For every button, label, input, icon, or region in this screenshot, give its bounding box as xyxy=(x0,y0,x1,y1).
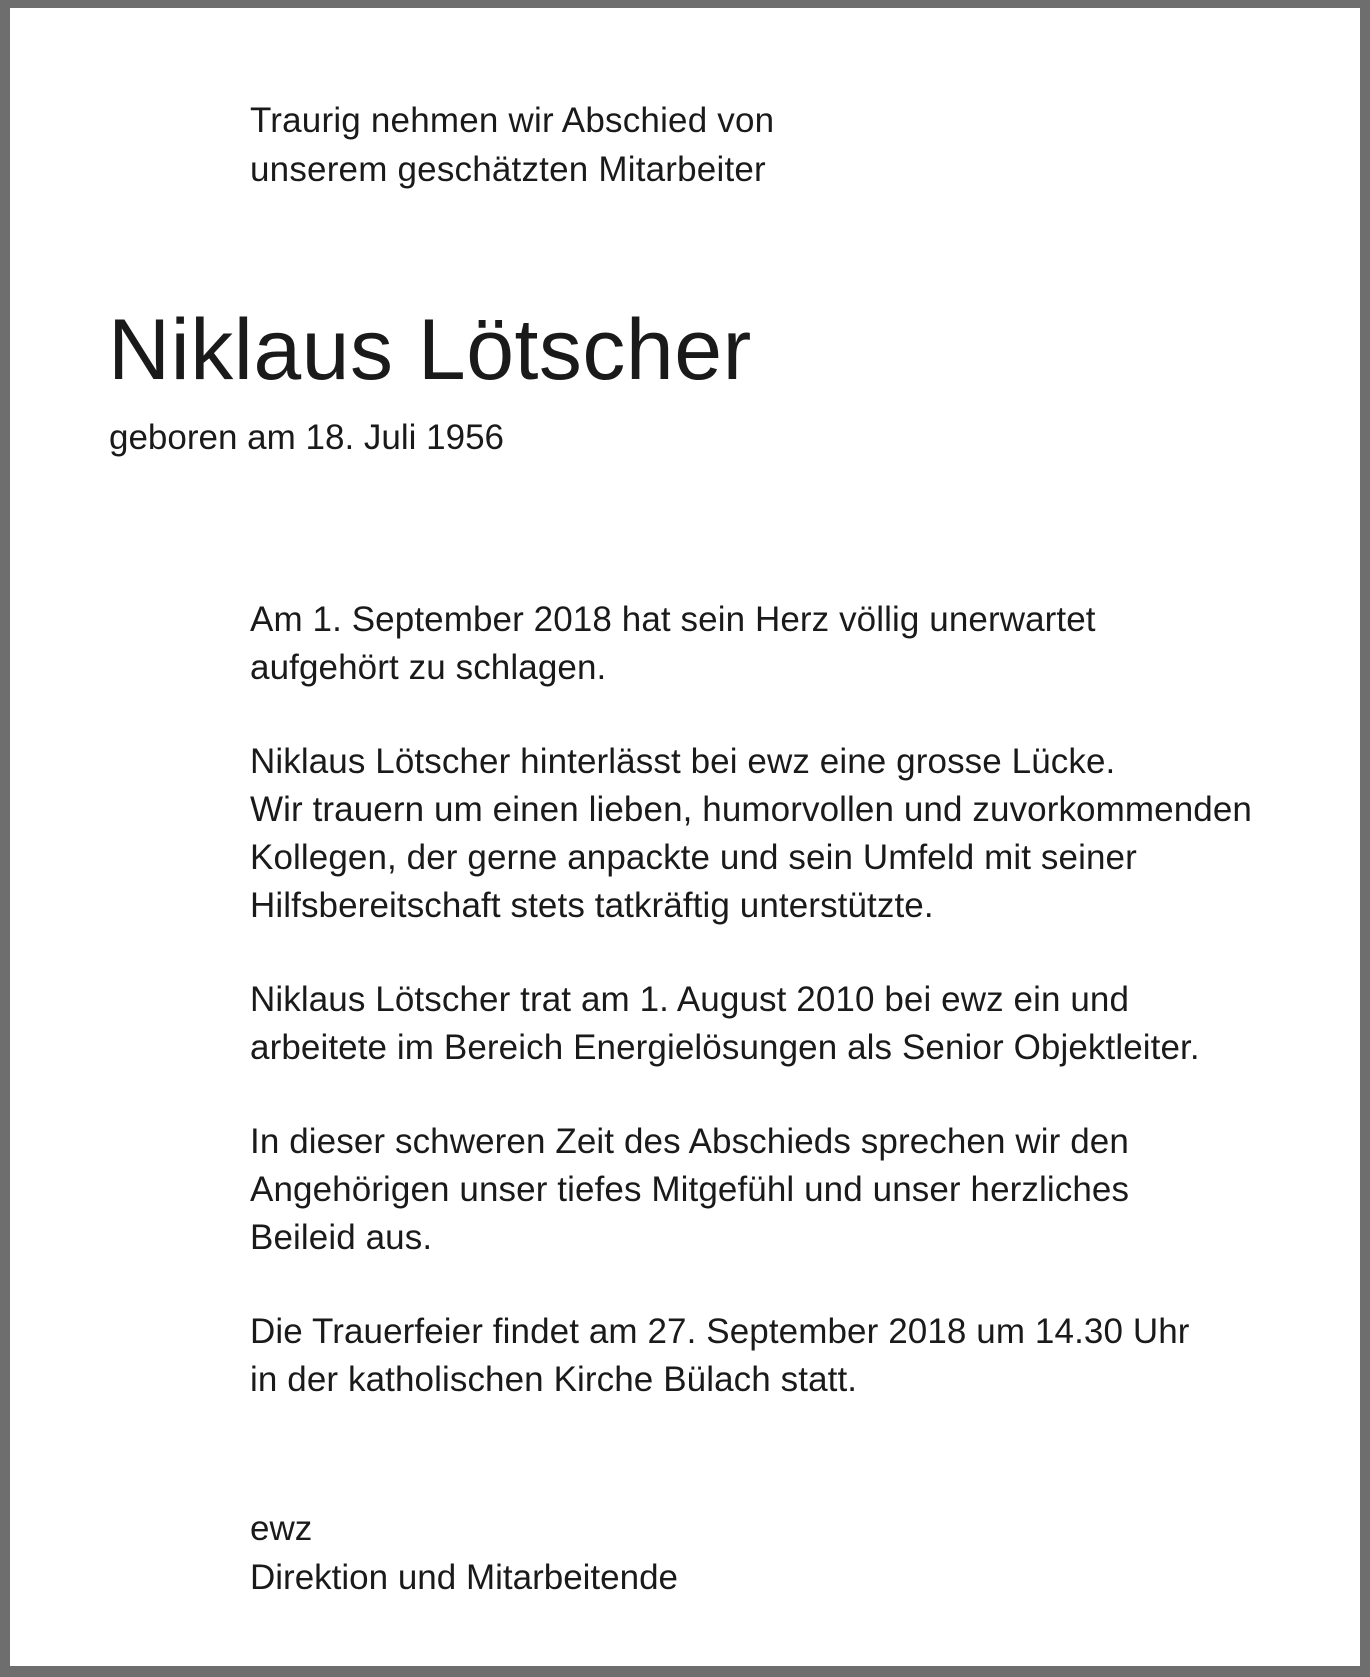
signature-line: Direktion und Mitarbeitende xyxy=(250,1558,679,1597)
text-line: Niklaus Lötscher hinterlässt bei ewz eine grosse Lücke. xyxy=(250,742,1116,781)
text-line: Die Trauerfeier findet am 27. September 2018 um 14.30 Uhr xyxy=(250,1312,1190,1351)
text-line: Angehörigen unser tiefes Mitgefühl und unser herzliches xyxy=(250,1170,1130,1209)
paragraph-career xyxy=(250,976,1330,1072)
birth-date: geboren am 18. Juli 1956 xyxy=(109,418,504,457)
paragraph-tribute xyxy=(250,738,1330,930)
deceased-name: Niklaus Lötscher xyxy=(108,302,752,398)
text-line: arbeitete im Bereich Energielösungen als Senior Objektleiter. xyxy=(250,1028,1200,1067)
text-line: Am 1. September 2018 hat sein Herz völlig unerwartet xyxy=(250,600,1096,639)
paragraph-ceremony xyxy=(250,1308,1330,1404)
signature xyxy=(250,1504,678,1602)
intro-text xyxy=(250,96,774,194)
text-line: aufgehört zu schlagen. xyxy=(250,648,607,687)
text-line: Hilfsbereitschaft stets tatkräftig unterstützte. xyxy=(250,886,934,925)
text-line: Beileid aus. xyxy=(250,1218,433,1257)
paragraph-passing xyxy=(250,596,1330,692)
text-line: in der katholischen Kirche Bülach statt. xyxy=(250,1360,858,1399)
signature-organization: ewz xyxy=(250,1509,313,1548)
intro-line: unserem geschätzten Mitarbeiter xyxy=(250,150,766,189)
obituary-body xyxy=(250,596,1330,1450)
text-line: Niklaus Lötscher trat am 1. August 2010 bei ewz ein und xyxy=(250,980,1130,1019)
intro-line: Traurig nehmen wir Abschied von xyxy=(250,101,775,140)
text-line: Wir trauern um einen lieben, humorvollen und zuvorkommenden xyxy=(250,790,1252,829)
text-line: Kollegen, der gerne anpackte und sein Umfeld mit seiner xyxy=(250,838,1137,877)
text-line: In dieser schweren Zeit des Abschieds sprechen wir den xyxy=(250,1122,1129,1161)
paragraph-condolences xyxy=(250,1118,1330,1262)
